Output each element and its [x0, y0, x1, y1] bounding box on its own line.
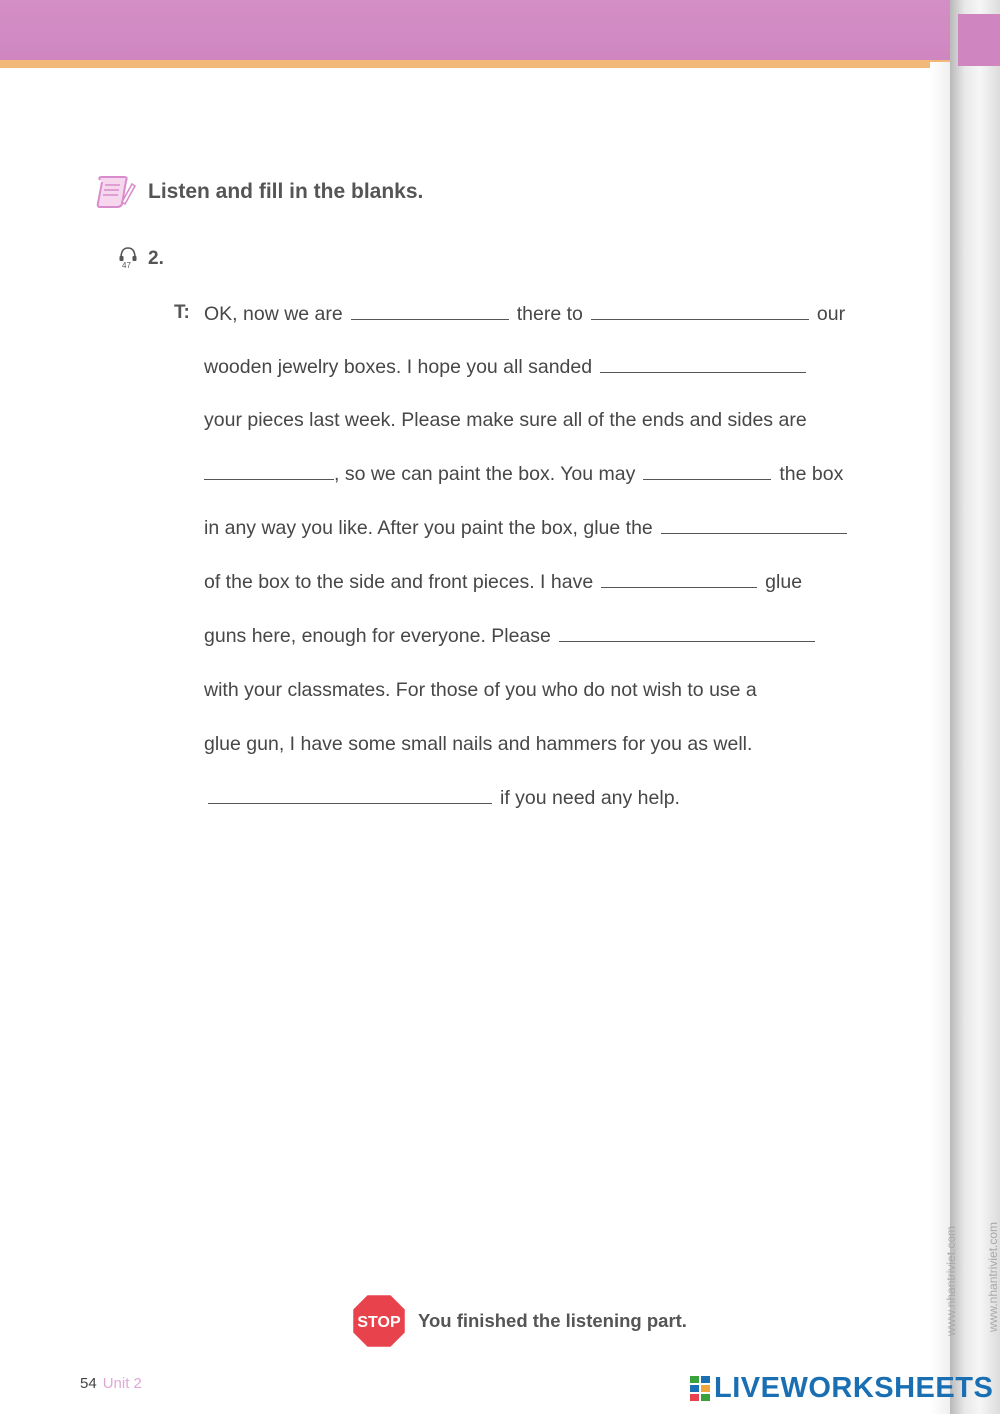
stop-sign-label: STOP: [357, 1314, 401, 1331]
page-number: 54: [80, 1375, 97, 1392]
answer-blank[interactable]: [591, 318, 809, 320]
passage-text: there to: [516, 303, 583, 325]
header-stripe: [0, 60, 960, 68]
question-label: [118, 246, 164, 270]
text-line: [204, 778, 894, 810]
passage-text: in any way you like. After you paint the box, glue the: [204, 517, 653, 539]
text-line: [204, 616, 894, 648]
page-footer: [80, 1375, 142, 1392]
stop-sign-icon: [350, 1292, 408, 1350]
passage-text: guns here, enough for everyone. Please: [204, 625, 551, 647]
publisher-watermark: www.nhantriviet.com: [944, 1225, 958, 1336]
text-line: [204, 454, 894, 486]
text-line: [204, 347, 894, 379]
answer-blank[interactable]: [643, 478, 771, 480]
passage-text: , so we can paint the box. You may: [334, 463, 636, 485]
passage-text: the box: [779, 463, 844, 485]
next-page-header-band: [958, 14, 1000, 66]
passage-text: of the box to the side and front pieces. I have: [204, 571, 594, 593]
speaker-label: T:: [174, 302, 190, 323]
passage-text: wooden jewelry boxes. I hope you all sanded: [204, 356, 593, 378]
passage-text: OK, now we are: [204, 303, 343, 325]
unit-label: Unit 2: [102, 1375, 142, 1392]
text-line: [204, 508, 894, 540]
answer-blank[interactable]: [661, 532, 847, 534]
text-line: [204, 294, 894, 326]
answer-blank[interactable]: [351, 318, 509, 320]
track-number: 47: [122, 261, 131, 270]
answer-blank[interactable]: [601, 586, 757, 588]
stop-message: You finished the listening part.: [418, 1310, 687, 1331]
text-line: [204, 562, 894, 594]
next-page-edge: [950, 0, 1000, 1414]
answer-blank[interactable]: [204, 478, 334, 480]
passage-text: with your classmates. For those of you who do not wish to use a: [204, 679, 757, 701]
passage-text: glue: [765, 571, 803, 593]
passage-text: glue gun, I have some small nails and hammers for you as well.: [204, 733, 753, 755]
instruction-text: Listen and fill in the blanks.: [148, 180, 424, 203]
scroll-pencil-icon: [96, 174, 136, 210]
text-line: [204, 400, 894, 432]
passage-text: your pieces last week. Please make sure all of the ends and sides are: [204, 409, 807, 431]
liveworksheets-wordmark: LIVEWORKSHEETS: [714, 1372, 994, 1404]
passage-text: if you need any help.: [500, 787, 680, 809]
text-line: [204, 670, 894, 702]
liveworksheets-logo: [690, 1372, 993, 1405]
answer-blank[interactable]: [559, 640, 815, 642]
stop-notice: [350, 1292, 687, 1350]
question-number: 2.: [148, 248, 164, 269]
section-heading: [96, 174, 423, 210]
text-line: [204, 724, 894, 756]
answer-blank[interactable]: [600, 371, 806, 373]
passage-text: our: [816, 303, 846, 325]
liveworksheets-grid-icon: [690, 1376, 710, 1402]
publisher-watermark: www.nhantriviet.com: [986, 1221, 1000, 1332]
answer-blank[interactable]: [208, 802, 492, 804]
headphones-icon: [118, 246, 138, 270]
header-band: [0, 0, 1000, 62]
